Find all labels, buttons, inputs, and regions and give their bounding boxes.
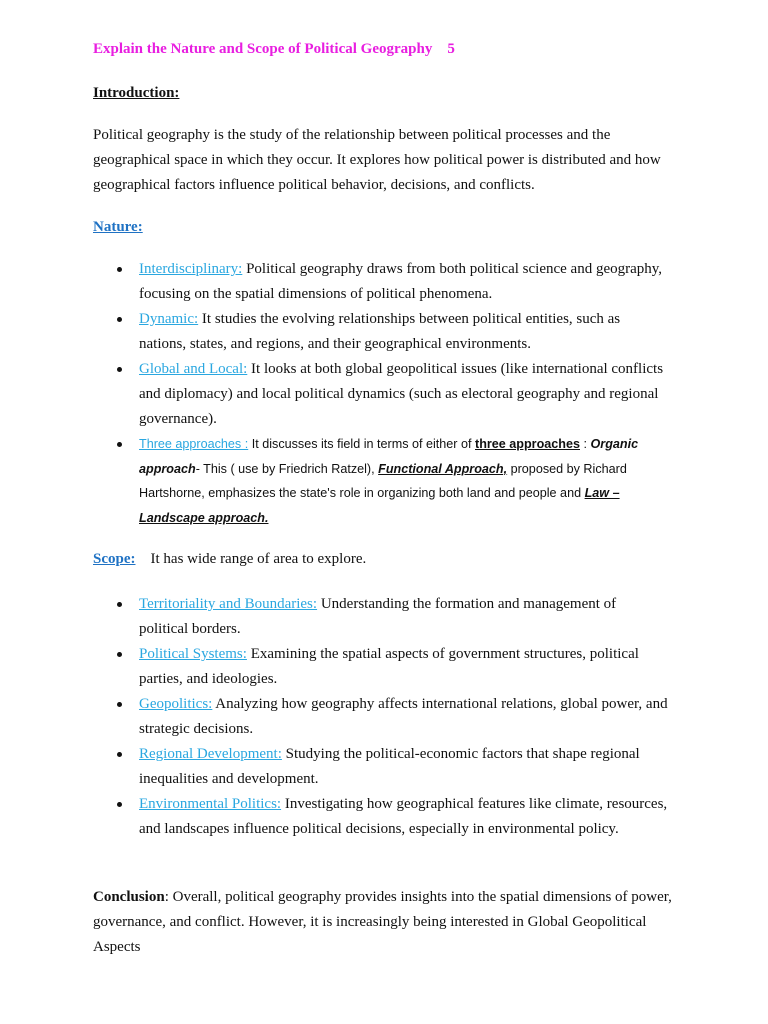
- conclusion-label: Conclusion: [93, 889, 165, 905]
- scope-desc-territoriality: Understanding the formation and management of political borders.: [139, 596, 617, 637]
- list-item: [139, 692, 669, 742]
- list-item: [139, 307, 669, 357]
- introduction-paragraph: Political geography is the study of the relationship between political processes and the geographical space in which they occur. It explores how political power is distributed and how geographical factors influence political behavior, decisions, and conflicts.: [93, 127, 661, 193]
- scope-term-geopolitics: Geopolitics:: [139, 696, 213, 712]
- approaches-law-landscape: Law – Landscape approach.: [139, 486, 620, 525]
- approaches-bold-three: three approaches: [475, 437, 580, 451]
- nature-heading: Nature:: [93, 219, 143, 235]
- nature-term-global-local: Global and Local:: [139, 361, 248, 377]
- list-item: [139, 357, 669, 432]
- conclusion-paragraph: [93, 885, 673, 960]
- scope-intro: It has wide range of area to explore.: [135, 551, 367, 567]
- nature-term-dynamic: Dynamic:: [139, 311, 199, 327]
- scope-heading: Scope:: [93, 551, 136, 567]
- scope-term-territoriality: Territoriality and Boundaries:: [139, 596, 318, 612]
- approaches-functional: Functional Approach,: [378, 461, 508, 476]
- scope-line: [93, 551, 673, 568]
- scope-term-environmental-politics: Environmental Politics:: [139, 796, 282, 812]
- nature-desc-interdisciplinary: Political geography draws from both political science and geography, focusing on the spatial dimensions of political phenomena.: [139, 261, 663, 302]
- list-item: [139, 642, 669, 692]
- scope-desc-political-systems: Examining the spatial aspects of government structures, political parties, and ideologies.: [139, 646, 639, 687]
- scope-desc-geopolitics: Analyzing how geography affects international relations, global power, and strategic decisions.: [139, 696, 668, 737]
- nature-term-interdisciplinary: Interdisciplinary:: [139, 261, 243, 277]
- introduction-heading: Introduction:: [93, 85, 180, 101]
- approaches-organic: Organic approach: [139, 437, 639, 476]
- scope-list: [139, 592, 669, 842]
- list-item: [139, 432, 669, 530]
- approaches-text-4: proposed by Richard Hartshorne, emphasizes the state's role in organizing both land and people and: [139, 461, 627, 500]
- page-title: Explain the Nature and Scope of Political Geography 5: [93, 41, 455, 57]
- scope-desc-regional-development: Studying the political-economic factors that shape regional inequalities and development.: [139, 746, 640, 787]
- approaches-text-2: :: [580, 437, 591, 451]
- scope-term-political-systems: Political Systems:: [139, 646, 247, 662]
- conclusion-text: : Overall, political geography provides insights into the spatial dimensions of power, governance, and conflict. However, it is increasingly being interested in Global Geopolitical Aspects: [93, 889, 672, 955]
- approaches-text-3: - This ( use by Friedrich Ratzel),: [195, 461, 379, 476]
- scope-term-regional-development: Regional Development:: [139, 746, 282, 762]
- list-item: [139, 257, 669, 307]
- nature-desc-global-local: It looks at both global geopolitical issues (like international conflicts and diplomacy) and local political dynamics (such as electoral geography and regional governance).: [139, 361, 664, 427]
- nature-term-three-approaches: Three approaches :: [139, 437, 249, 451]
- list-item: [139, 592, 669, 642]
- nature-list: [139, 257, 669, 530]
- list-item: [139, 792, 669, 842]
- list-item: [139, 742, 669, 792]
- scope-desc-environmental-politics: Investigating how geographical features like climate, resources, and landscapes influence political decisions, especially in environmental policy.: [139, 796, 668, 837]
- approaches-text-1: It discusses its field in terms of either of: [248, 437, 475, 451]
- nature-desc-dynamic: It studies the evolving relationships between political entities, such as nations, states, and regions, and their geographical environments.: [139, 311, 621, 352]
